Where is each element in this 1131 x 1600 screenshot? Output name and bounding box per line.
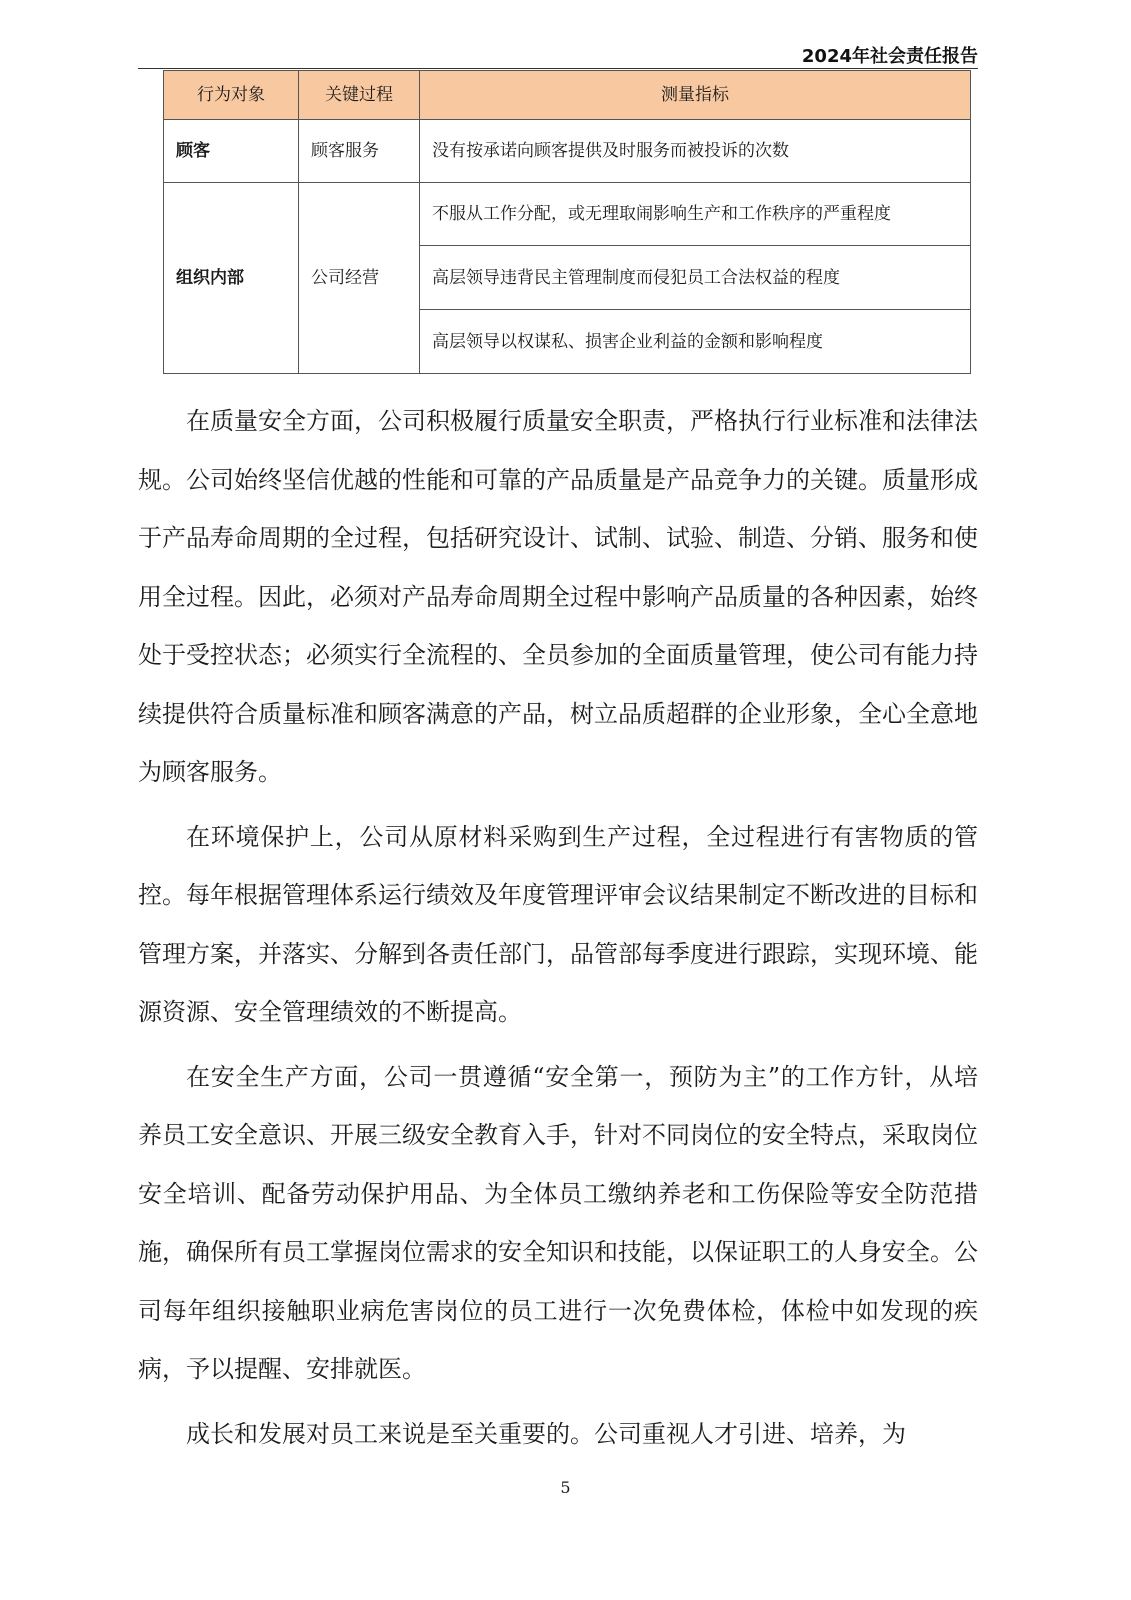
indicator-cell: 没有按承诺向顾客提供及时服务而被投诉的次数 [420, 120, 971, 183]
table-header-row [164, 71, 971, 120]
paragraph-environment: 在环境保护上，公司从原材料采购到生产过程，全过程进行有害物质的管控。每年根据管理体系运行绩效及年度管理评审会议结果制定不断改进的目标和管理方案，并落实、分解到各责任部门，品管部每季度进行跟踪，实现环境、能源资源、安全管理绩效的不断提高。 [138, 822, 978, 1026]
body-text [138, 392, 978, 1463]
indicator-cell: 高层领导违背民主管理制度而侵犯员工合法权益的程度 [420, 246, 971, 310]
paragraph-growth: 成长和发展对员工来说是至关重要的。公司重视人才引进、培养，为 [186, 1419, 906, 1448]
header-measurement-indicator: 测量指标 [420, 71, 971, 120]
page-number: 5 [560, 1478, 571, 1497]
indicator-cell: 高层领导以权谋私、损害企业利益的金额和影响程度 [420, 310, 971, 374]
header-behavior-object: 行为对象 [164, 71, 299, 120]
page-header [138, 40, 978, 69]
header-key-process: 关键过程 [299, 71, 420, 120]
process-company-operation: 公司经营 [299, 183, 420, 374]
indicator-cell: 不服从工作分配，或无理取闹影响生产和工作秩序的严重程度 [420, 183, 971, 246]
table-row [164, 120, 971, 183]
process-customer-service: 顾客服务 [299, 120, 420, 183]
paragraph-quality-safety: 在质量安全方面，公司积极履行质量安全职责，严格执行行业标准和法律法规。公司始终坚信优越的性能和可靠的产品质量是产品竞争力的关键。质量形成于产品寿命周期的全过程，包括研究设计、试制、试验、制造、分销、服务和使用全过程。因此，必须对产品寿命周期全过程中影响产品质量的各种因素，始终处于受控状态；必须实行全流程的、全员参加的全面质量管理，使公司有能力持续提供符合质量标准和顾客满意的产品，树立品质超群的企业形象，全心全意地为顾客服务。 [138, 407, 978, 786]
object-customer: 顾客 [164, 120, 299, 183]
paragraph-production-safety: 在安全生产方面，公司一贯遵循“安全第一，预防为主”的工作方针，从培养员工安全意识、开展三级安全教育入手，针对不同岗位的安全特点，采取岗位安全培训、配备劳动保护用品、为全体员工缴纳养老和工伤保险等安全防范措施，确保所有员工掌握岗位需求的安全知识和技能，以保证职工的人身安全。公司每年组织接触职业病危害岗位的员工进行一次免费体检，体检中如发现的疾病，予以提醒、安排就医。 [138, 1062, 978, 1383]
report-title: 2024年社会责任报告 [801, 46, 978, 67]
object-internal: 组织内部 [164, 183, 299, 374]
table-row [164, 183, 971, 246]
measurement-indicators-table [163, 70, 971, 374]
